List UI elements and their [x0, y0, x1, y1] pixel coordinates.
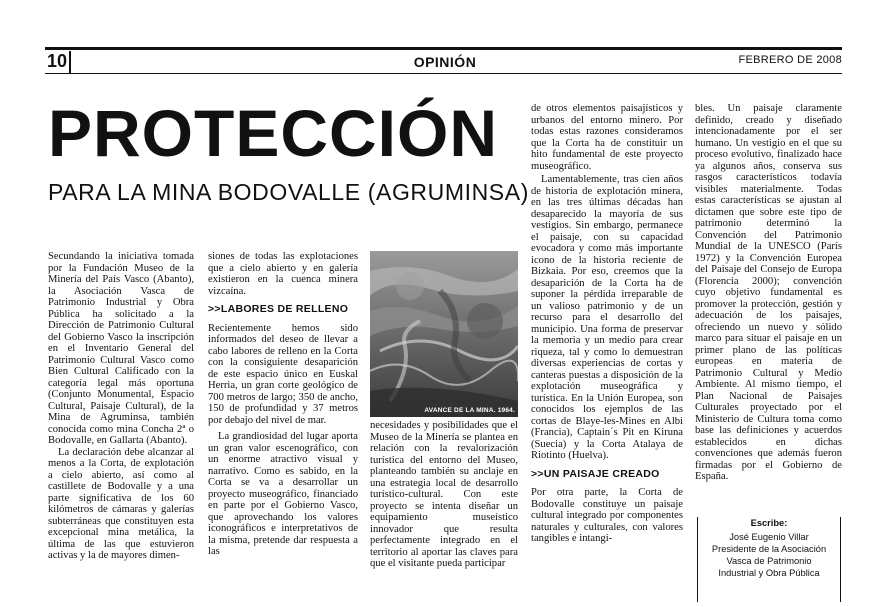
paragraph: Recientemente hemos sido informados del deseo de llevar a cabo labores de relleno en la Corta con la consiguiente desaparición de este espacio único en Euskal Herria, un gran corte geológico de 700 metros de largo; 350 de ancho, 150 de profundidad y 37 metros por debajo del nivel de mar.	[208, 322, 358, 426]
author-name: José Eugenio Villar	[729, 532, 809, 542]
header-rule-top	[45, 47, 842, 50]
section-heading-paisaje: >>UN PAISAJE CREADO	[531, 467, 660, 480]
author-title: Presidente de la Asociación	[711, 544, 827, 554]
header-rule-bottom	[45, 73, 842, 74]
paragraph: La grandiosidad del lugar aporta un gran valor escenográfico, con un enorme atractivo visual y narrativo. Como es sabido, en la Corta se va a desarrollar un proyecto museográfico, financiado en parte por el Gobierno Vasco, que aprovechando los valores iconográficos e interpretativos de la misma, pretende dar respuesta a las	[208, 431, 358, 557]
headline: PROTECCIÓN	[48, 96, 499, 170]
article-column-5	[695, 103, 842, 505]
paragraph: necesidades y posibilidades que el Museo de la Minería se plantea en relación con la revalorización turística del entorno del Museo, planteando también su anclaje en una estrategia local de desarrollo turístico-cultural. Con este proyecto se intenta diseñar un equipamiento museístico innovador que resulta perfectamente integrado en el territorio al aportar las claves para que el visitante pueda participar	[370, 420, 518, 569]
article-column-3	[370, 420, 518, 592]
article-column-1	[48, 251, 194, 591]
mine-photo-image	[370, 251, 518, 417]
paragraph: Por otra parte, la Corta de Bodovalle constituye un paisaje cultural integrado por componentes naturales y culturales, con valores tangibles e intangi-	[531, 487, 683, 544]
signature-label: Escribe:	[750, 518, 788, 528]
author-title: Industrial y Obra Pública	[718, 568, 820, 578]
issue-date: FEBRERO DE 2008	[738, 54, 842, 66]
paragraph: bles. Un paisaje claramente definido, creado y diseñado intencionadamente por el ser humano. Un vestigio en el que su proceso evolutivo, finalizado hace ya algunos años, conserva sus rasgos característicos todavía visibles materialmente. Todas estas características se ajustan al dictamen que sobre este tipo de patrimonio determinó la Convención del Patrimonio Mundial de la UNESCO (París 1972) y la Convención Europea del Paisaje del Consejo de Europa (Florencia 2000); convención cuyo objetivo fundamental es promover la protección, gestión y adecuación de los paisajes, ofreciendo un nuevo y sólido marco para situar el paisaje en un primer plano de las políticas europeas en materia de Patrimonio Cultural y Medio Ambiente. Al mismo tiempo, el Plan Nacional de Paisajes Culturales proyectado por el Ministerio de Cultura toma como base las definiciones y acuerdos establecidos en dichas convenciones que además fueron firmadas por el Gobierno de España.	[695, 103, 842, 482]
paragraph: Secundando la iniciativa tomada por la Fundación Museo de la Minería del País Vasco (Abanto), la Asociación Vasca de Patrimonio Industrial y Obra Pública ha solicitado a la Dirección de Patrimonio Cultural del Gobierno Vasco la inscripción en el Inventario General del Patrimonio Cultural Vasco como Bien Cultural Calificado con la categoría legal más oportuna (Conjunto Monumental, Espacio Cultural, Paisaje Cultural), de la Mina de Agruminsa, también conocida como mina Concha 2ª o Bodovalle, en Gallarta (Abanto).	[48, 251, 194, 446]
author-title: Vasca de Patrimonio	[726, 556, 812, 566]
mine-photo	[370, 251, 518, 417]
paragraph: siones de todas las explotaciones que a cielo abierto y en galería existieron en la cuenca minera vizcaína.	[208, 251, 358, 297]
paragraph: de otros elementos paisajísticos y urbanos del entorno minero. Por todas estas razones consideramos que la Corta ha de constituir un hito fundamental de este proyecto museográfico.	[531, 103, 683, 172]
photo-caption: AVANCE DE LA MINA. 1964.	[424, 407, 515, 414]
section-title: OPINIÓN	[413, 54, 477, 70]
author-signature	[697, 517, 841, 602]
article-column-4	[531, 103, 683, 593]
page-number: 10	[47, 51, 68, 71]
page-number-divider	[69, 51, 71, 73]
section-heading-labores: >>LABORES DE RELLENO	[208, 303, 349, 315]
subheadline: PARA LA MINA BODOVALLE (AGRUMINSA)	[48, 179, 529, 205]
article-column-2	[208, 251, 358, 591]
paragraph: La declaración debe alcanzar al menos a la Corta, de explotación a cielo abierto, así como al castillete de Bodovalle y a una parte significativa de los 60 kilómetros de cámaras y galerías subterráneas que constituyen esta excepcional mina metálica, la última de las que estuvieron activas y la de mayores dimen-	[48, 446, 194, 561]
paragraph: Lamentablemente, tras cien años de historia de explotación minera, en las tres últimas décadas han desaparecido la mayoría de sus vestigios. Sin embargo, permanece el paisaje, con su capacidad evocadora y como más importante icono de la historia reciente de Bizkaia. Por eso, creemos que la desaparición de la Corta ha de suponer la pérdida irreparable de un valioso patrimonio y de un recurso para el desarrollo del municipio. Una forma de preservar la memoria y un medio para crear riqueza, tal y como lo demuestran diversas experiencias de cortas y canteras puestas a disposición de la explotación museográfica y turística. En la Unión Europea, son conocidos los ejemplos de las cortas de Blaye-les-Mines en Albi (Francia), Captain´s Pit en Kiruna (Suecia) y la Corta Atalaya de Riotinto (Huelva).	[531, 174, 683, 461]
